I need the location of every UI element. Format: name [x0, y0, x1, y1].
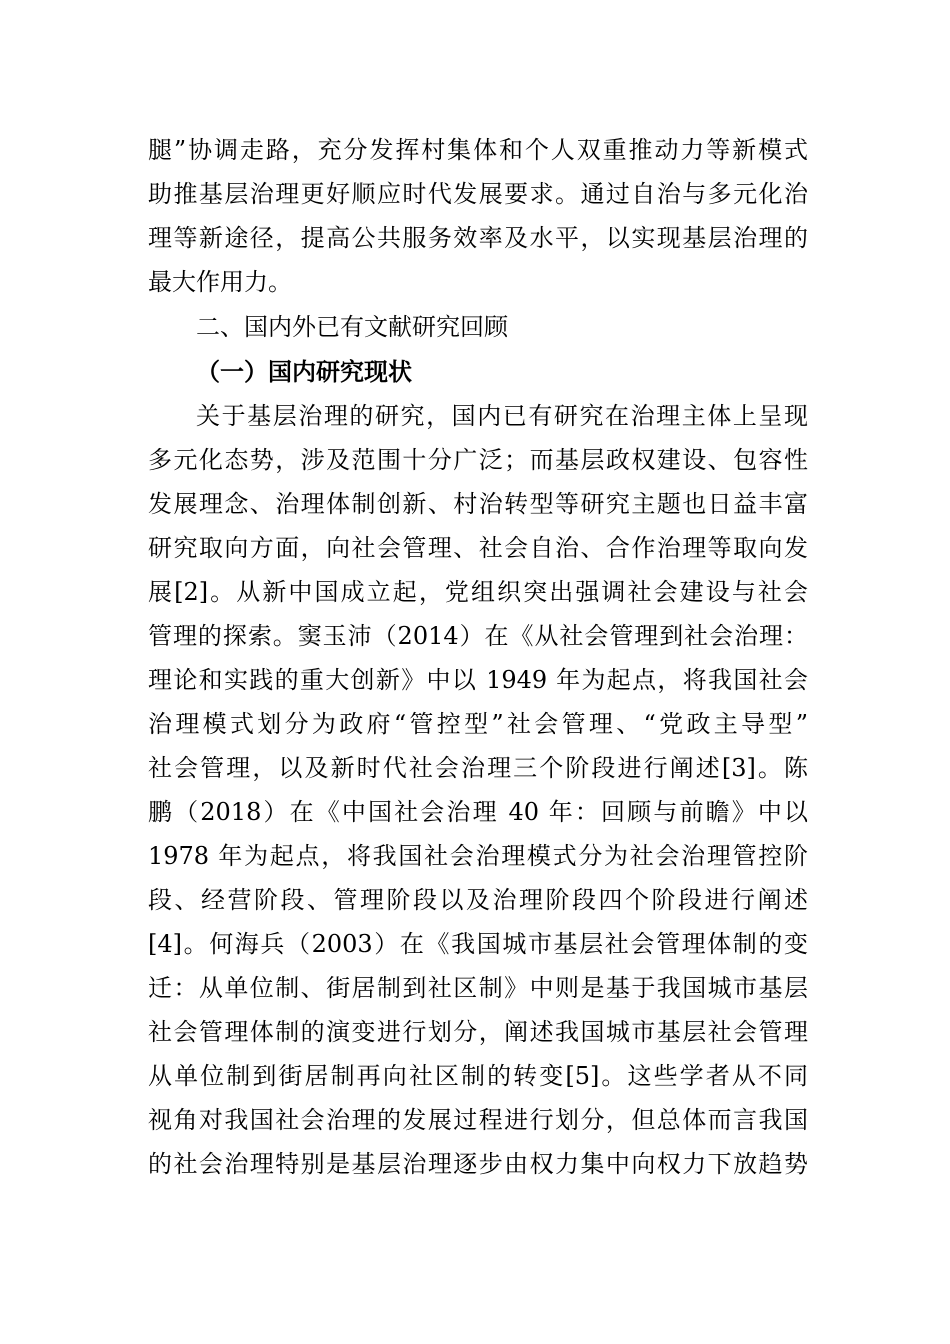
paragraph-2-line-12: 段、经营阶段、管理阶段以及治理阶段四个阶段进行阐述: [148, 886, 808, 914]
paragraph-2-line-15: 社会管理体制的演变进行划分，阐述我国城市基层社会管理: [148, 1018, 808, 1046]
paragraph-2-line-4: 研究取向方面，向社会管理、社会自治、合作治理等取向发: [148, 534, 808, 562]
paragraph-2-line-8: 治理模式划分为政府“管控型”社会管理、“党政主导型”: [148, 710, 808, 738]
paragraph-2-line-14: 迁：从单位制、街居制到社区制》中则是基于我国城市基层: [148, 974, 808, 1002]
paragraph-2-line-2: 多元化态势，涉及范围十分广泛；而基层政权建设、包容性: [148, 446, 808, 474]
paragraph-2-line-17: 视角对我国社会治理的发展过程进行划分，但总体而言我国: [148, 1106, 808, 1134]
paragraph-1-line-2: 助推基层治理更好顺应时代发展要求。通过自治与多元化治: [148, 180, 808, 208]
paragraph-1-line-4: 最大作用力。: [148, 268, 292, 296]
paragraph-2-line-3: 发展理念、治理体制创新、村治转型等研究主题也日益丰富: [148, 490, 808, 518]
paragraph-2-line-11: 1978 年为起点，将我国社会治理模式分为社会治理管控阶: [148, 842, 808, 870]
paragraph-1-line-1: 腿”协调走路，充分发挥村集体和个人双重推动力等新模式: [148, 136, 808, 164]
paragraph-1-line-3: 理等新途径，提高公共服务效率及水平，以实现基层治理的: [148, 224, 808, 252]
paragraph-2-line-1: 关于基层治理的研究，国内已有研究在治理主体上呈现: [196, 402, 808, 430]
paragraph-2-line-13: [4]。何海兵（2003）在《我国城市基层社会管理体制的变: [148, 930, 808, 958]
paragraph-2-line-5: 展[2]。从新中国成立起，党组织突出强调社会建设与社会: [148, 578, 808, 606]
paragraph-2-line-6: 管理的探索。窦玉沛（2014）在《从社会管理到社会治理：: [148, 622, 808, 650]
section-heading: 二、国内外已有文献研究回顾: [196, 313, 508, 341]
paragraph-2-line-7: 理论和实践的重大创新》中以 1949 年为起点，将我国社会: [148, 666, 808, 694]
paragraph-2-line-16: 从单位制到街居制再向社区制的转变[5]。这些学者从不同: [148, 1062, 808, 1090]
paragraph-2-line-18: 的社会治理特别是基层治理逐步由权力集中向权力下放趋势: [148, 1150, 808, 1178]
subsection-heading: （一）国内研究现状: [196, 357, 412, 386]
paragraph-2-line-9: 社会管理，以及新时代社会治理三个阶段进行阐述[3]。陈: [148, 754, 808, 782]
paragraph-2-line-10: 鹏（2018）在《中国社会治理 40 年：回顾与前瞻》中以: [148, 798, 808, 826]
